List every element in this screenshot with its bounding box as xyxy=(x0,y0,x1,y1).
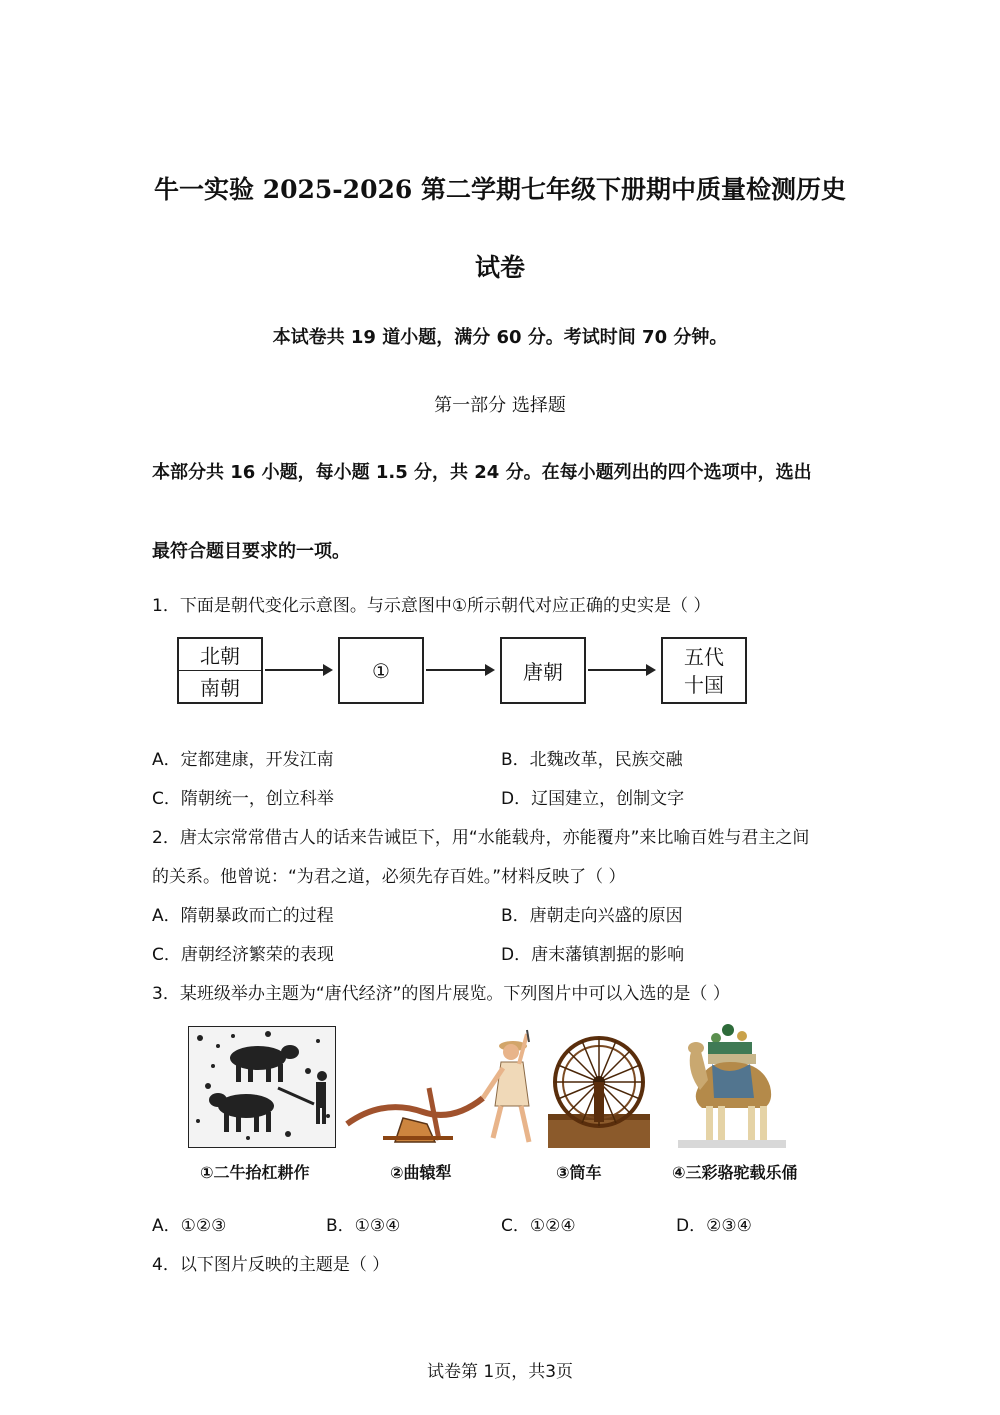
diagram-box-southern-dynasty: 南朝 xyxy=(177,670,263,704)
q3-option-a[interactable]: A．①②③ xyxy=(152,1216,227,1236)
curved-plough-image xyxy=(343,1028,538,1150)
q3-option-c[interactable]: C．①②④ xyxy=(501,1216,576,1236)
q2-option-a[interactable]: A．隋朝暴政而亡的过程 xyxy=(152,906,334,926)
diagram-arrow-2 xyxy=(426,669,493,671)
question-2-stem-line1: 2．唐太宗常常借古人的话来告诫臣下，用“水能载舟，亦能覆舟”来比喻百姓与君主之间 xyxy=(152,828,810,848)
diagram-box-five-dynasties-bottom: 十国 xyxy=(684,672,724,697)
q1-option-c[interactable]: C．隋朝统一，创立科举 xyxy=(152,789,334,809)
diagram-arrow-3 xyxy=(588,669,654,671)
diagram-box-tang: 唐朝 xyxy=(500,637,586,704)
part-instructions-line1: 本部分共 16 小题，每小题 1.5 分，共 24 分。在每小题列出的四个选项中，选出 xyxy=(152,462,812,483)
two-oxen-plowing-image xyxy=(188,1026,336,1148)
caption-water-wheel: ③筒车 xyxy=(556,1163,602,1182)
q1-option-a[interactable]: A．定都建康，开发江南 xyxy=(152,750,334,770)
q1-option-d[interactable]: D．辽国建立，创制文字 xyxy=(501,789,685,809)
q3-option-d[interactable]: D．②③④ xyxy=(676,1216,752,1236)
part-title: 第一部分 选择题 xyxy=(434,395,566,416)
diagram-box-five-dynasties-top: 五代 xyxy=(684,644,724,669)
exam-info: 本试卷共 19 道小题，满分 60 分。考试时间 70 分钟。 xyxy=(272,327,728,348)
question-3-stem: 3．某班级举办主题为“唐代经济”的图片展览。下列图片中可以入选的是（ ） xyxy=(152,984,730,1004)
question-1-stem: 1．下面是朝代变化示意图。与示意图中①所示朝代对应正确的史实是（ ） xyxy=(152,596,711,616)
diagram-box-five-dynasties xyxy=(661,637,747,704)
q2-option-b[interactable]: B．唐朝走向兴盛的原因 xyxy=(501,906,683,926)
diagram-box-unknown: ① xyxy=(338,637,424,704)
caption-curved-plough: ②曲辕犁 xyxy=(390,1163,452,1182)
question-2-stem-line2: 的关系。他曾说：“为君之道，必须先存百姓。”材料反映了（ ） xyxy=(152,867,626,887)
exam-title-line2: 试卷 xyxy=(474,253,525,282)
diagram-box-northern-dynasty: 北朝 xyxy=(177,637,263,671)
question-4-stem: 4．以下图片反映的主题是（ ） xyxy=(152,1255,390,1275)
page-number: 试卷第 1页，共3页 xyxy=(426,1362,574,1382)
q3-option-b[interactable]: B．①③④ xyxy=(326,1216,401,1236)
diagram-arrow-1 xyxy=(265,669,331,671)
exam-title-line1: 牛一实验 2025-2026 第二学期七年级下册期中质量检测历史 xyxy=(154,175,846,204)
q1-option-b[interactable]: B．北魏改革，民族交融 xyxy=(501,750,683,770)
q2-option-c[interactable]: C．唐朝经济繁荣的表现 xyxy=(152,945,334,965)
caption-two-oxen: ①二牛抬杠耕作 xyxy=(200,1163,310,1182)
caption-tricolor-camel: ④三彩骆驼载乐俑 xyxy=(672,1163,798,1182)
tricolor-camel-image xyxy=(678,1018,786,1150)
q2-option-d[interactable]: D．唐末藩镇割据的影响 xyxy=(501,945,685,965)
water-wheel-image xyxy=(548,1032,650,1148)
part-instructions-line2: 最符合题目要求的一项。 xyxy=(152,541,350,562)
